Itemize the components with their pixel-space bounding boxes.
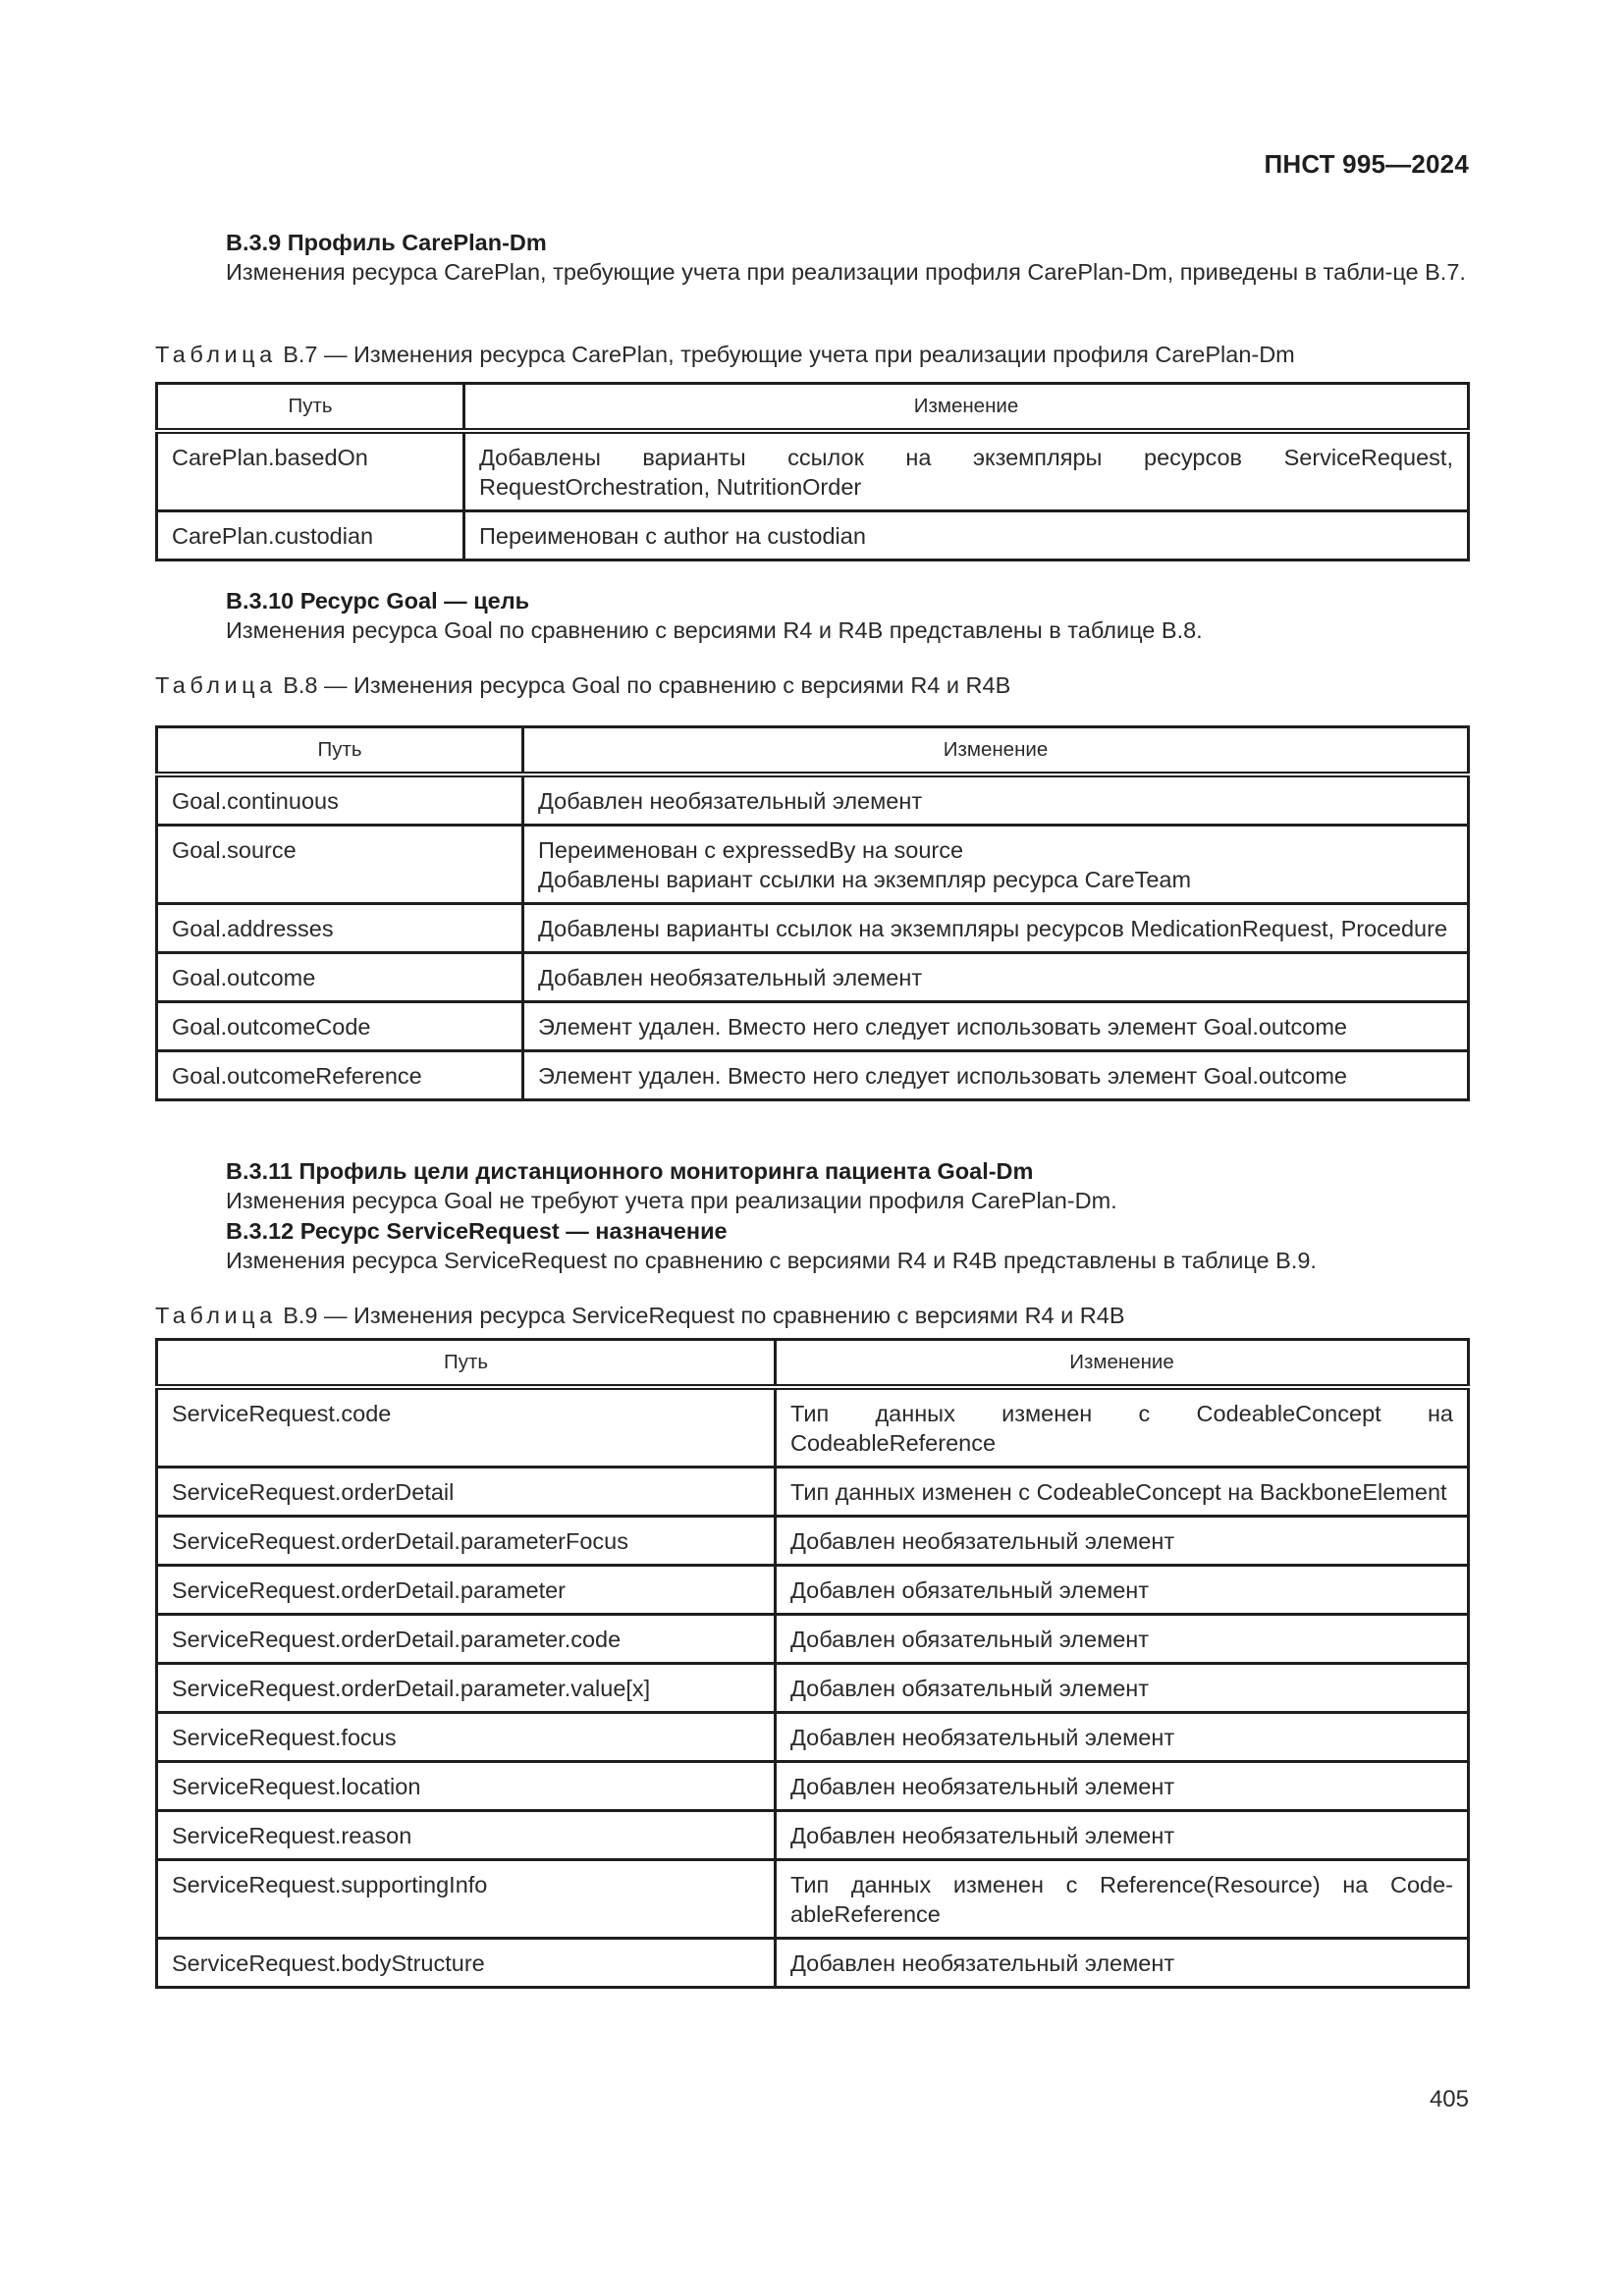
cell-change: Добавлен обязательный элемент	[776, 1664, 1469, 1713]
table-row	[157, 1664, 1469, 1713]
section-paragraph: Изменения ресурса CarePlan, требующие учета при реализации профиля CarePlan-Dm, приведены в табли-це В.7.	[226, 259, 1466, 285]
document-code: ПНСТ 995—2024	[1264, 149, 1469, 179]
cell-change: Элемент удален. Вместо него следует использовать элемент Goal.outcome	[523, 1002, 1469, 1051]
table-row	[157, 431, 1469, 511]
table-header-row	[157, 727, 1469, 775]
table-caption-b7	[155, 340, 1469, 369]
table-row	[157, 1713, 1469, 1762]
table-row	[157, 1517, 1469, 1566]
cell-path: ServiceRequest.bodyStructure	[157, 1939, 776, 1988]
cell-change	[523, 826, 1469, 904]
cell-change: Добавлен необязательный элемент	[523, 774, 1469, 826]
cell-path: ServiceRequest.orderDetail.parameterFocus	[157, 1517, 776, 1566]
table-row	[157, 774, 1469, 826]
cell-change: Добавлен обязательный элемент	[776, 1615, 1469, 1664]
caption-label: Таблица	[155, 672, 277, 698]
table-row	[157, 1468, 1469, 1517]
cell-change: Тип данных изменен с Reference(Resource) на Code-ableReference	[776, 1860, 1469, 1939]
cell-path: CarePlan.custodian	[157, 511, 464, 561]
table-row	[157, 511, 1469, 561]
cell-path: Goal.source	[157, 826, 523, 904]
cell-path: CarePlan.basedOn	[172, 445, 368, 470]
cell-path: ServiceRequest.orderDetail.parameter.code	[157, 1615, 776, 1664]
table-caption-b8	[155, 670, 1469, 700]
cell-path: Goal.outcomeCode	[157, 1002, 523, 1051]
cell-path: Goal.addresses	[157, 904, 523, 953]
section-heading: В.3.10 Ресурс Goal — цель	[226, 588, 530, 614]
cell-change: Добавлены варианты ссылок на экземпляры ресурсов ServiceRequest, RequestOrchestration, NutritionOrder	[464, 431, 1469, 511]
cell-path: ServiceRequest.orderDetail.parameter.value[x]	[157, 1664, 776, 1713]
cell-change: Добавлены варианты ссылок на экземпляры ресурсов MedicationRequest, Procedure	[523, 904, 1469, 953]
caption-label: Таблица	[155, 1303, 277, 1328]
table-row	[157, 1002, 1469, 1051]
caption-text: В.7 — Изменения ресурса CarePlan, требующие учета при реализации профиля CarePlan-Dm	[283, 342, 1295, 367]
section-heading: В.3.9 Профиль CarePlan-Dm	[226, 230, 547, 255]
column-header-change: Изменение	[523, 727, 1469, 775]
section-b311	[155, 1156, 1469, 1276]
cell-change: Переименован с author на custodian	[464, 511, 1469, 561]
table-row	[157, 953, 1469, 1002]
cell-path: ServiceRequest.supportingInfo	[157, 1860, 776, 1939]
table-row	[157, 1860, 1469, 1939]
caption-text: В.8 — Изменения ресурса Goal по сравнению с версиями R4 и R4B	[283, 672, 1011, 698]
column-header-path: Путь	[157, 727, 523, 775]
column-header-path: Путь	[157, 1340, 776, 1388]
table-row	[157, 1615, 1469, 1664]
table-row	[157, 1762, 1469, 1811]
cell-change: Добавлен необязательный элемент	[776, 1811, 1469, 1860]
table-caption-b9	[155, 1301, 1469, 1330]
cell-change: Тип данных изменен с CodeableConcept на CodeableReference	[776, 1387, 1469, 1468]
table-b8	[155, 725, 1470, 1101]
table-row	[157, 1387, 1469, 1468]
cell-path: ServiceRequest.orderDetail	[157, 1468, 776, 1517]
section-b310	[155, 586, 1469, 646]
table-row	[157, 1939, 1469, 1988]
column-header-change: Изменение	[776, 1340, 1469, 1388]
section-paragraph: Изменения ресурса Goal по сравнению с версиями R4 и R4B представлены в таблице В.8.	[226, 617, 1203, 643]
table-b7	[155, 382, 1470, 561]
cell-change: Добавлен необязательный элемент	[776, 1517, 1469, 1566]
column-header-change: Изменение	[464, 384, 1469, 432]
column-header-path: Путь	[157, 384, 464, 432]
section-heading: В.3.11 Профиль цели дистанционного мониторинга пациента Goal-Dm	[226, 1158, 1034, 1184]
cell-path: ServiceRequest.reason	[157, 1811, 776, 1860]
section-b39	[155, 228, 1469, 288]
section-heading: В.3.12 Ресурс ServiceRequest — назначение	[226, 1218, 728, 1244]
table-row	[157, 826, 1469, 904]
cell-path: Goal.outcome	[157, 953, 523, 1002]
table-header-row	[157, 384, 1469, 432]
page-number: 405	[1429, 2086, 1469, 2112]
cell-change: Элемент удален. Вместо него следует использовать элемент Goal.outcome	[523, 1051, 1469, 1100]
table-b9	[155, 1338, 1470, 1989]
table-row	[157, 1566, 1469, 1615]
cell-path: Goal.continuous	[172, 788, 339, 814]
cell-path: ServiceRequest.code	[172, 1401, 392, 1426]
cell-change: Добавлен обязательный элемент	[776, 1566, 1469, 1615]
change-line: Переименован с expressedBy на source	[538, 837, 964, 863]
cell-change: Добавлен необязательный элемент	[523, 953, 1469, 1002]
change-line: Добавлены вариант ссылки на экземпляр ресурса CareTeam	[538, 867, 1192, 892]
cell-path: Goal.outcomeReference	[157, 1051, 523, 1100]
section-paragraph: Изменения ресурса Goal не требуют учета при реализации профиля CarePlan-Dm.	[226, 1188, 1117, 1213]
table-header-row	[157, 1340, 1469, 1388]
cell-path: ServiceRequest.focus	[157, 1713, 776, 1762]
section-paragraph: Изменения ресурса ServiceRequest по сравнению с версиями R4 и R4B представлены в таблице В.9.	[226, 1248, 1317, 1273]
cell-path: ServiceRequest.location	[157, 1762, 776, 1811]
cell-change: Тип данных изменен с CodeableConcept на BackboneElement	[776, 1468, 1469, 1517]
cell-change: Добавлен необязательный элемент	[776, 1762, 1469, 1811]
table-row	[157, 904, 1469, 953]
table-row	[157, 1811, 1469, 1860]
cell-path: ServiceRequest.orderDetail.parameter	[157, 1566, 776, 1615]
caption-label: Таблица	[155, 342, 277, 367]
cell-change: Добавлен необязательный элемент	[776, 1713, 1469, 1762]
table-row	[157, 1051, 1469, 1100]
cell-change: Добавлен необязательный элемент	[776, 1939, 1469, 1988]
caption-text: В.9 — Изменения ресурса ServiceRequest по сравнению с версиями R4 и R4B	[283, 1303, 1125, 1328]
